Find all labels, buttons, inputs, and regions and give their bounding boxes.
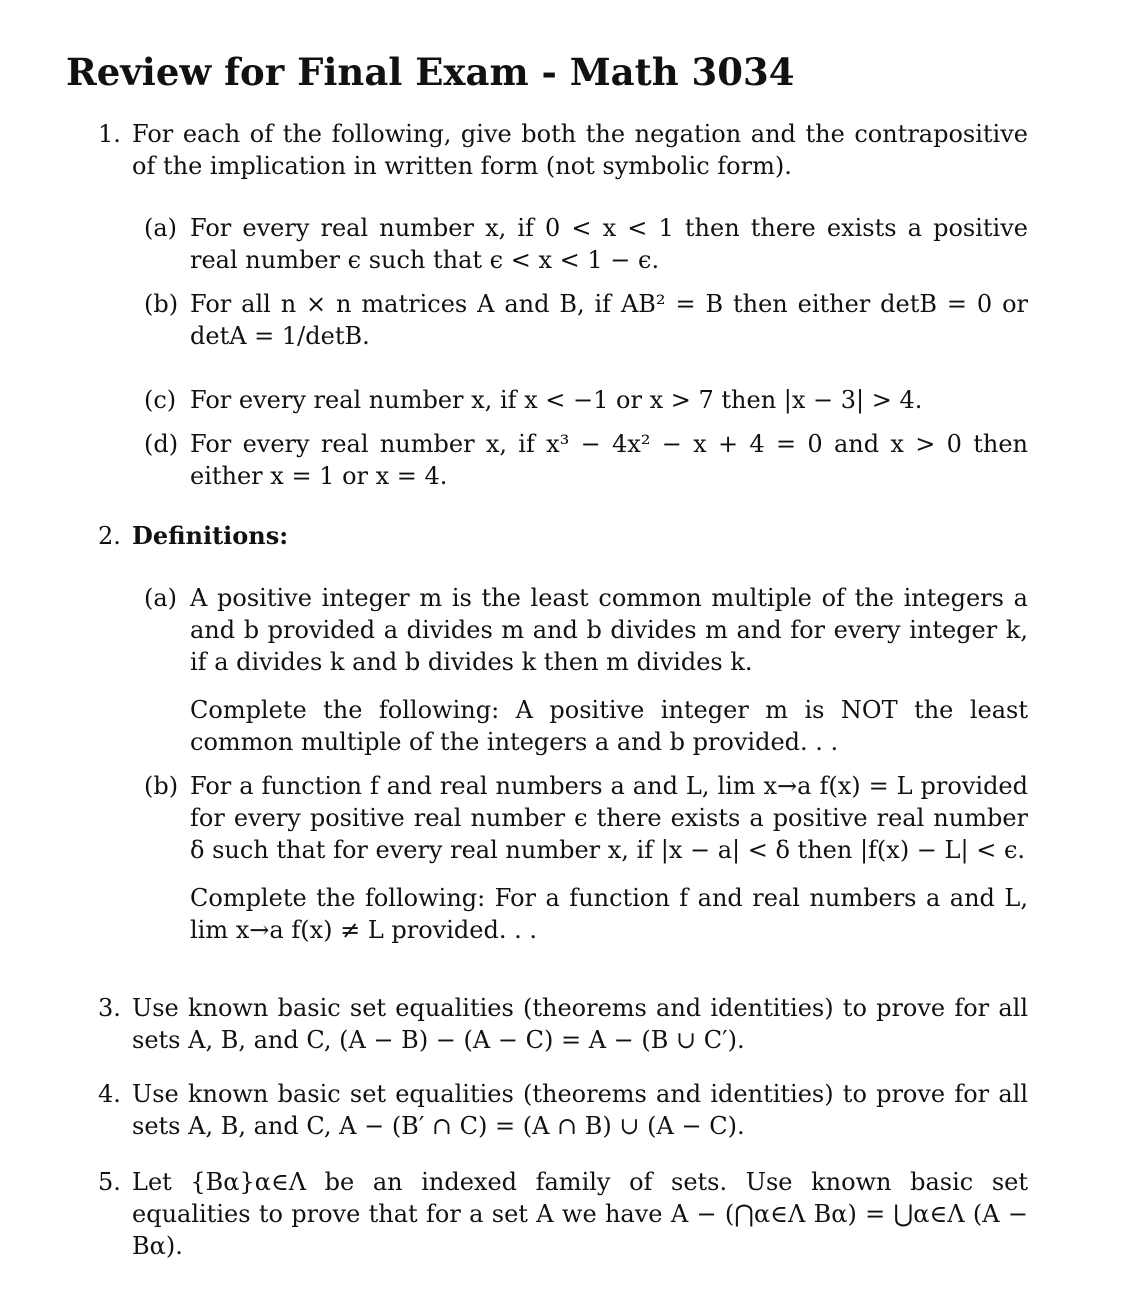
problem-4 <box>98 1078 1028 1142</box>
subproblem-prompt: Complete the following: A positive integer m is NOT the least common multiple of the integers a and b provided. . . <box>190 696 1028 756</box>
subproblem-label: (b) <box>144 772 179 800</box>
problem-text: Let {Bα}α∈Λ be an indexed family of sets. Use known basic set equalities to prove that for a set A we have A − (⋂α∈Λ Bα) = ⋃α∈Λ (A − Bα). <box>132 1168 1028 1260</box>
problem-number: 2. <box>98 522 121 550</box>
problem-2 <box>98 520 1028 552</box>
problem-text: Use known basic set equalities (theorems and identities) to prove for all sets A, B, and C, A − (B′ ∩ C) = (A ∩ B) ∪ (A − C). <box>132 1080 1028 1140</box>
subproblem-label: (d) <box>144 430 179 458</box>
problem-1c <box>144 384 1028 416</box>
problem-number: 5. <box>98 1168 121 1196</box>
problem-text: Use known basic set equalities (theorems and identities) to prove for all sets A, B, and C, (A − B) − (A − C) = A − (B ∪ C′). <box>132 994 1028 1054</box>
subproblem-label: (a) <box>144 214 178 242</box>
problem-number: 4. <box>98 1080 121 1108</box>
subproblem-label: (a) <box>144 584 178 612</box>
subproblem-label: (b) <box>144 290 179 318</box>
problem-1a <box>144 212 1028 276</box>
subproblem-text: A positive integer m is the least common multiple of the integers a and b provided a divides m and b divides m and for every integer k, if a divides k and b divides k then m divides k. <box>190 584 1028 676</box>
problem-number: 1. <box>98 120 121 148</box>
problem-heading: Definitions: <box>132 521 289 550</box>
problem-1 <box>98 118 1028 182</box>
problem-1d <box>144 428 1028 492</box>
problem-5 <box>98 1166 1028 1262</box>
subproblem-text: For every real number x, if 0 < x < 1 then there exists a positive real number ϵ such that ϵ < x < 1 − ϵ. <box>190 214 1028 274</box>
subproblem-prompt: Complete the following: For a function f and real numbers a and L, lim x→a f(x) ≠ L provided. . . <box>190 884 1028 944</box>
subproblem-label: (c) <box>144 386 177 414</box>
problem-text: For each of the following, give both the negation and the contrapositive of the implication in written form (not symbolic form). <box>132 120 1028 180</box>
page-title: Review for Final Exam - Math 3034 <box>66 50 795 94</box>
problem-2a <box>144 582 1028 758</box>
subproblem-text: For a function f and real numbers a and L, lim x→a f(x) = L provided for every positive real number ϵ there exists a positive real number δ such that for every real number x, if |x − a| < δ then |f(x) − L| < ϵ. <box>190 772 1028 864</box>
problem-2b <box>144 770 1028 946</box>
subproblem-text: For every real number x, if x < −1 or x > 7 then |x − 3| > 4. <box>190 386 923 414</box>
subproblem-text: For every real number x, if x³ − 4x² − x + 4 = 0 and x > 0 then either x = 1 or x = 4. <box>190 430 1028 490</box>
problem-3 <box>98 992 1028 1056</box>
subproblem-text: For all n × n matrices A and B, if AB² = B then either detB = 0 or detA = 1/detB. <box>190 290 1028 350</box>
problem-number: 3. <box>98 994 121 1022</box>
problem-1b <box>144 288 1028 352</box>
